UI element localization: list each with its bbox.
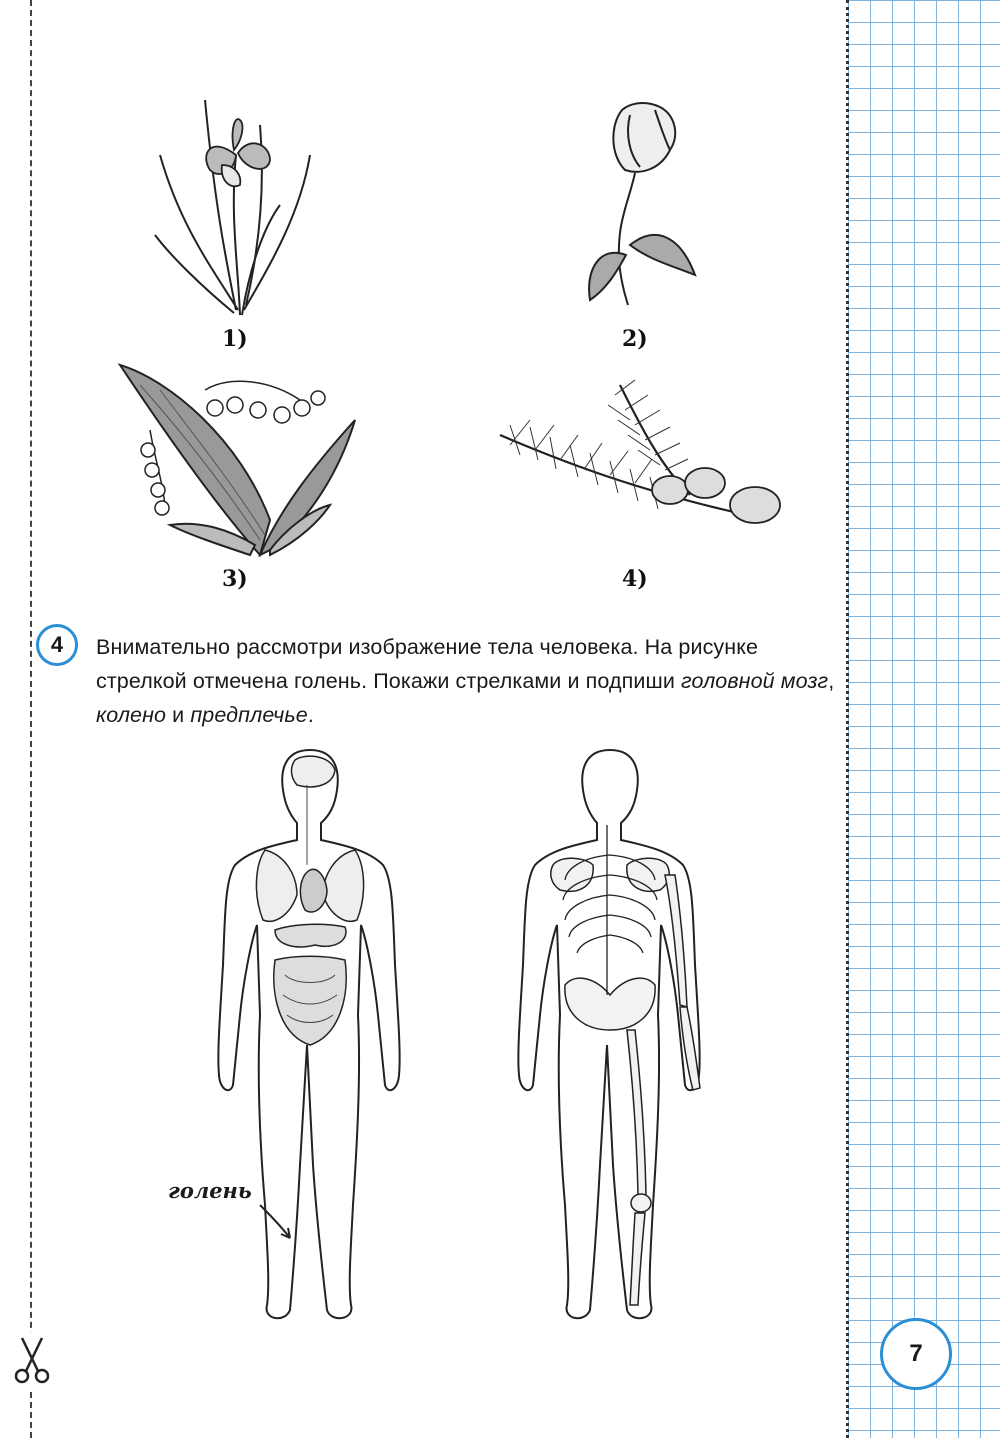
task-number-badge: 4 [36,624,78,666]
plant-number-3: 3) [222,566,248,592]
scissors-icon [12,1332,52,1392]
task-sep-2: и [166,703,191,727]
tulip-flower-icon [570,95,710,310]
plant-number-2: 2) [622,326,648,352]
shin-label: голень [168,1178,252,1203]
shin-arrow-icon [255,1200,305,1250]
term-forearm: предплечье [190,703,308,727]
plant-number-1: 1) [222,326,248,352]
cut-line [30,0,32,1438]
term-knee: колено [96,703,167,727]
human-skeleton-back-icon [505,745,715,1330]
plant-number-4: 4) [622,566,648,592]
task-text-plain: Внимательно рассмотри изображение тела человека. На рисунке стрелкой отмечена голень. Покажи стрелками и подпиши [96,635,759,693]
term-brain: головной мозг [681,669,829,693]
pine-branch-icon [490,365,790,555]
page-number-badge: 7 [880,1318,952,1390]
task-end: . [307,703,314,727]
human-body-organs-icon [205,745,415,1330]
iris-flower-icon [150,95,330,320]
graph-paper-margin [848,0,1000,1438]
lily-of-the-valley-icon [110,360,360,560]
task-instructions [96,630,848,732]
task-sep-1: , [828,669,835,693]
